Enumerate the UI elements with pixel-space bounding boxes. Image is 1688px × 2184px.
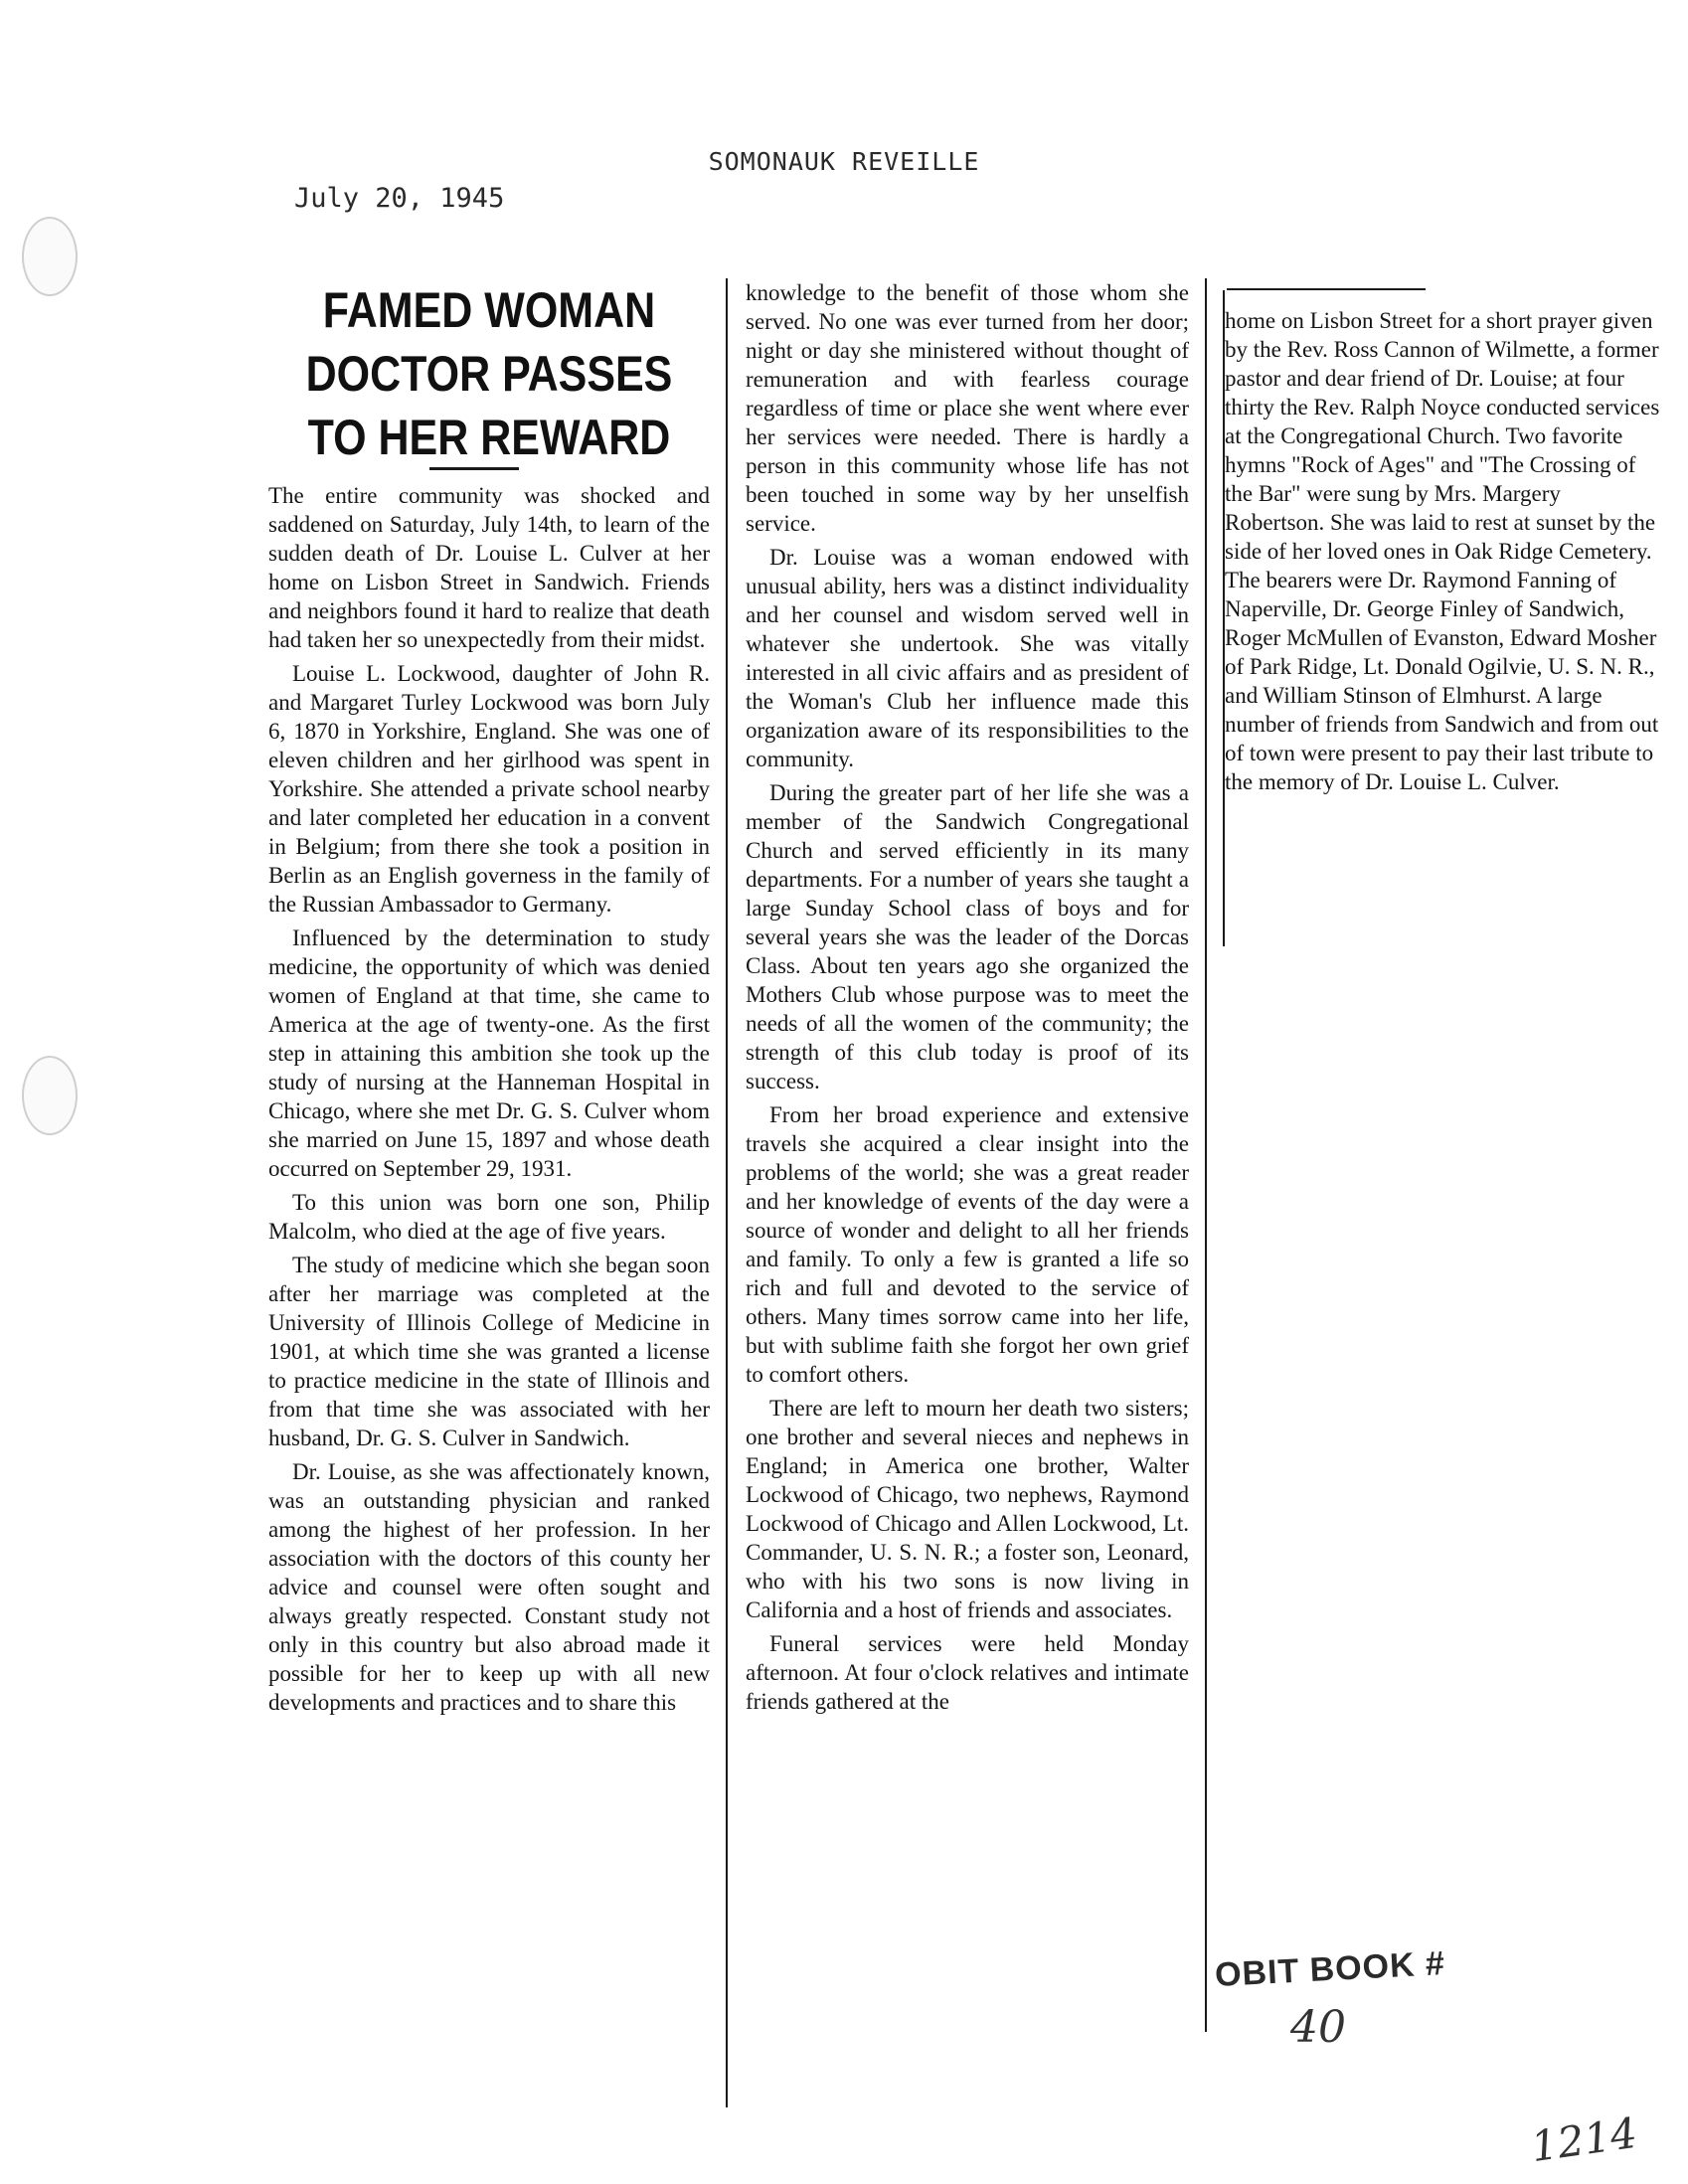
headline-line-1: FAMED WOMAN xyxy=(322,282,656,338)
column-2 xyxy=(746,278,1189,1721)
headline-divider xyxy=(429,467,519,470)
paragraph: From her broad experience and extensive travels she acquired a clear insight into the problems of the world; she was a great reader and her knowledge of events of the day were a source of wonder and delight to all her friends and family. To only a few is granted a life so rich and full and devoted to the service of others. Many times sorrow came into her life, but with sublime faith she forgot her own grief to comfort others. xyxy=(746,1102,1189,1387)
paragraph: Dr. Louise, as she was affectionately known, was an outstanding physician and ranked among the highest of her profession. In her association with the doctors of this county her advice and counsel were often sought and always greatly respected. Constant study not only in this country but also abroad made it possible for her to keep up with all new developments and practices and to share this xyxy=(268,1459,710,1715)
page-number: 1214 xyxy=(1528,2107,1640,2172)
paragraph: knowledge to the benefit of those whom she served. No one was ever turned from her door; night or day she ministered without thought of remuneration and with fearless courage regardless of time or place she went where ever her services were needed. There is hardly a person in this community whose life has not been touched in some way by her unselfish service. xyxy=(746,280,1189,536)
column-rule-2 xyxy=(1205,278,1207,2032)
paragraph: To this union was born one son, Philip Malcolm, who died at the age of five years. xyxy=(268,1190,710,1244)
obit-book-number: 40 xyxy=(1290,2002,1346,2053)
paragraph: home on Lisbon Street for a short prayer given by the Rev. Ross Cannon of Wilmette, a former pastor and dear friend of Dr. Louise; at four thirty the Rev. Ralph Noyce conducted services at the Congregational Church. Two favorite hymns "Rock of Ages" and "The Crossing of the Bar" were sung by Mrs. Margery Robertson. She was laid to rest at sunset by the side of her loved ones in Oak Ridge Cemetery. The bearers were Dr. Raymond Fanning of Naperville, Dr. George Finley of Sandwich, Roger McMullen of Evanston, Edward Mosher of Park Ridge, Lt. Donald Ogilvie, U. S. N. R., and William Stinson of Elmhurst. A large number of friends from Sandwich and from out of town were present to pay their last tribute to the memory of Dr. Louise L. Culver. xyxy=(1225,308,1660,794)
paragraph: During the greater part of her life she was a member of the Sandwich Congregational Church and served efficiently in its many departments. For a number of years she taught a large Sunday School class of boys and for several years she was the leader of the Dorcas Class. About ten years ago she organized the Mothers Club whose purpose was to meet the needs of all the women of the community; the strength of this club today is proof of its success. xyxy=(746,780,1189,1093)
paragraph: Funeral services were held Monday afternoon. At four o'clock relatives and intimate friends gathered at the xyxy=(746,1631,1189,1714)
top-rule-col3 xyxy=(1227,288,1426,290)
paragraph: Louise L. Lockwood, daughter of John R. and Margaret Turley Lockwood was born July 6, 1870 in Yorkshire, England. She was one of eleven children and her girlhood was spent in Yorkshire. She attended a private school nearby and later completed her education in a convent in Belgium; from there she took a position in Berlin as an English governess in the family of the Russian Ambassador to Germany. xyxy=(268,661,710,917)
paragraph: The entire community was shocked and saddened on Saturday, July 14th, to learn of the sudden death of Dr. Louise L. Culver at her home on Lisbon Street in Sandwich. Friends and neighbors found it hard to realize that death had taken her so unexpectedly from their midst. xyxy=(268,483,710,652)
punch-hole-middle xyxy=(22,1056,78,1135)
paragraph: There are left to mourn her death two sisters; one brother and several nieces and nephews in England; in America one brother, Walter Lockwood of Chicago, two nephews, Raymond Lockwood of Chicago and Allen Lockwood, Lt. Commander, U. S. N. R.; a foster son, Leonard, who with his two sons is now living in California and a host of friends and associates. xyxy=(746,1396,1189,1622)
paragraph: Dr. Louise was a woman endowed with unusual ability, hers was a distinct individuality and her counsel and wisdom served well in whatever she undertook. She was vitally interested in all civic affairs and as president of the Woman's Club her influence made this organization aware of its responsibilities to the community. xyxy=(746,545,1189,771)
headline-line-3: TO HER REWARD xyxy=(307,410,671,465)
headline-line-2: DOCTOR PASSES xyxy=(305,346,673,402)
paragraph: Influenced by the determination to study medicine, the opportunity of which was denied women of England at that time, she came to America at the age of twenty-one. As the first step in attaining this ambition she took up the study of nursing at the Hanneman Hospital in Chicago, where she met Dr. G. S. Culver whom she married on June 15, 1897 and whose death occurred on September 29, 1931. xyxy=(268,925,710,1181)
column-rule-1 xyxy=(726,278,728,2107)
punch-hole-top xyxy=(22,217,78,296)
masthead: SOMONAUK REVEILLE xyxy=(708,147,980,176)
column-1 xyxy=(268,481,710,1722)
paragraph: The study of medicine which she began soon after her marriage was completed at the University of Illinois College of Medicine in 1901, at which time she was granted a license to practice medicine in the state of Illinois and from that time she was associated with her husband, Dr. G. S. Culver in Sandwich. xyxy=(268,1253,710,1450)
publication-date: July 20, 1945 xyxy=(294,183,505,214)
obit-book-stamp: OBIT BOOK # xyxy=(1214,1943,1446,1995)
column-3 xyxy=(1225,306,1662,801)
headline xyxy=(292,278,686,469)
